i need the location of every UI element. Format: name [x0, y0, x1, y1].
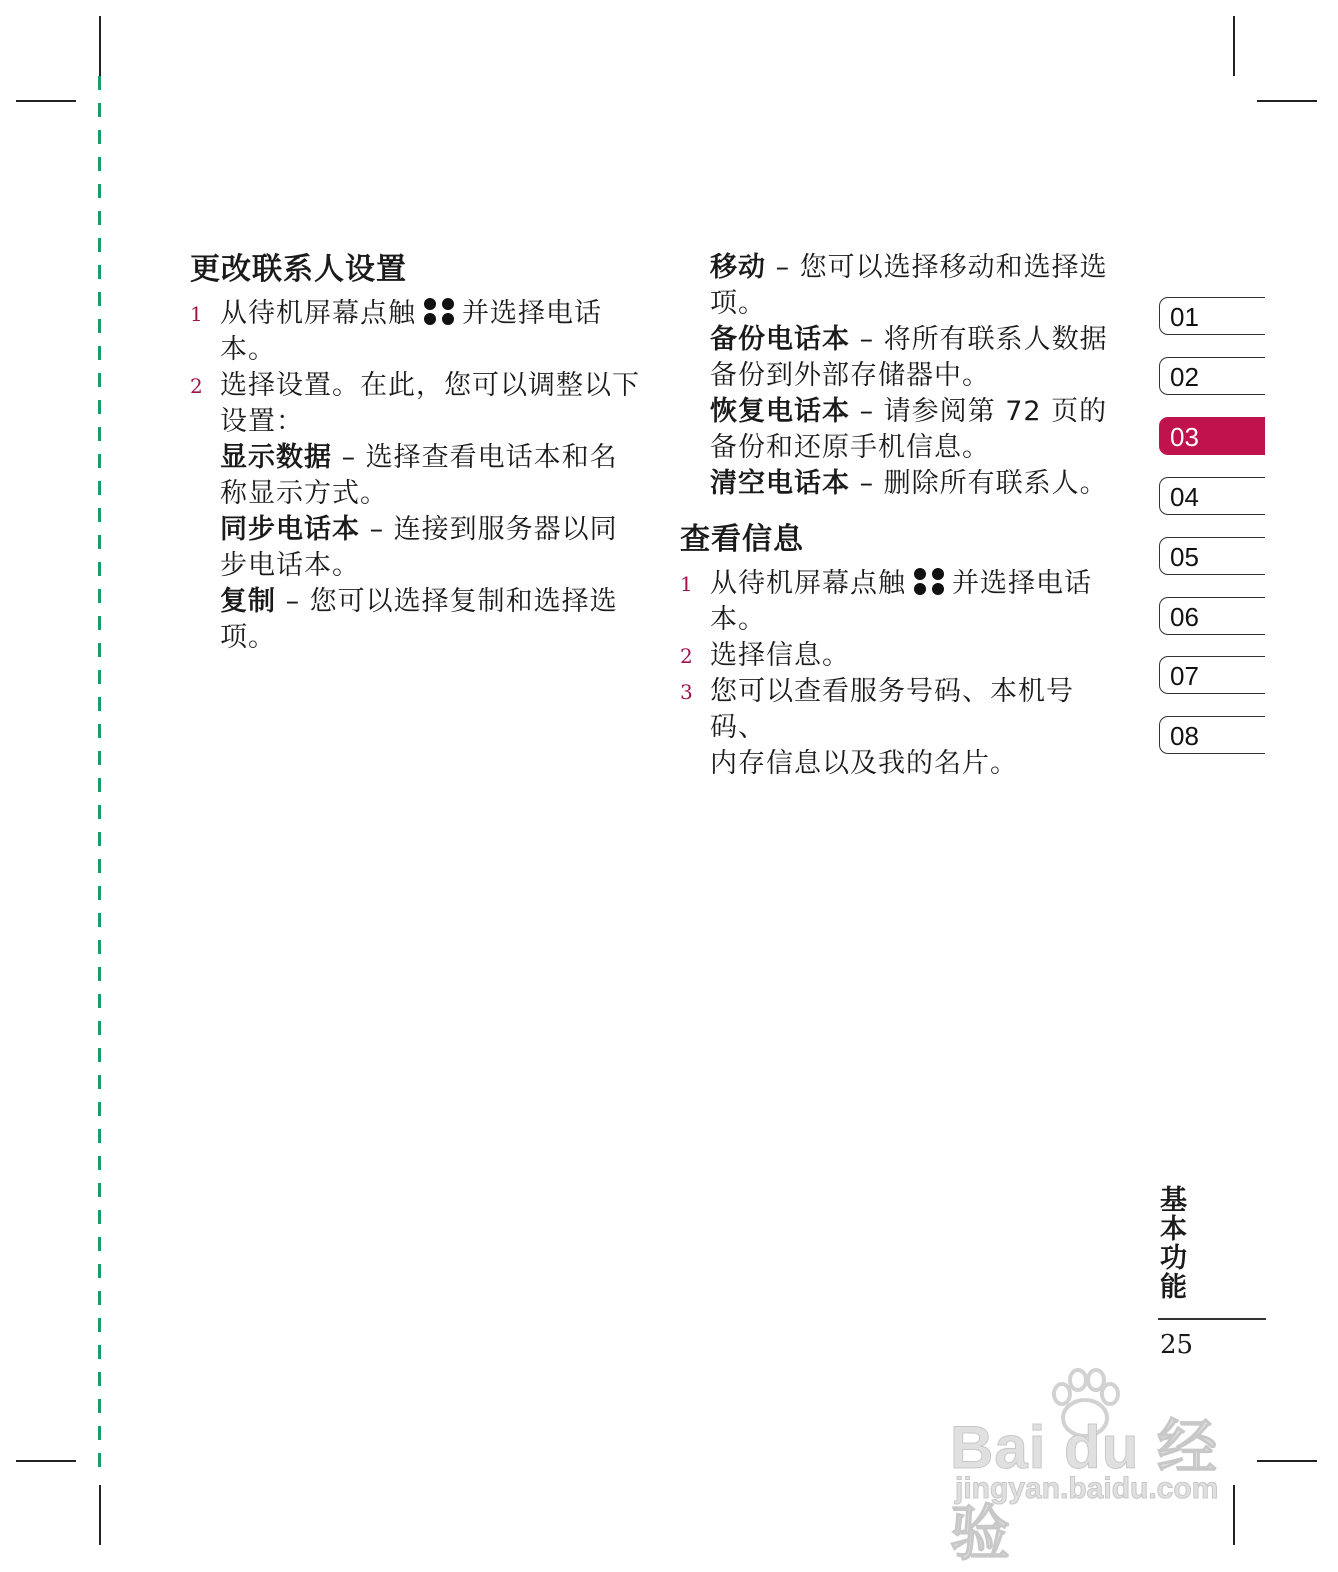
option-move: [680, 250, 1125, 322]
chapter-tab-02[interactable]: 02: [1159, 357, 1265, 395]
option-backup: [680, 322, 1125, 394]
binding-dashed-line: [98, 76, 101, 1476]
page-number: 25: [1160, 1330, 1194, 1360]
option-term: 同步电话本: [220, 514, 360, 545]
option-desc: 备份和还原手机信息。: [710, 432, 990, 463]
chapter-tab-04[interactable]: 04: [1159, 477, 1265, 515]
step-3: [680, 674, 1125, 782]
chapter-tab-06[interactable]: 06: [1159, 597, 1265, 635]
step-text: 您可以查看服务号码、本机号码、: [710, 676, 1074, 743]
step-text: 并选择电话: [952, 568, 1092, 599]
menu-grid-icon: [912, 566, 946, 596]
watermark-brand: Bai du 经验: [950, 1414, 1219, 1567]
option-desc: 项。: [710, 288, 766, 319]
option-clear: [680, 466, 1125, 502]
option-desc: – 选择查看电话本和名: [332, 442, 618, 473]
step-number: 1: [680, 572, 694, 596]
step-text: 选择设置。在此，您可以调整以下: [220, 370, 640, 401]
option-term: 清空电话本: [710, 468, 850, 499]
chapter-tab-07[interactable]: 07: [1159, 656, 1265, 694]
chapter-tab-03[interactable]: 03: [1159, 417, 1265, 455]
option-desc: 步电话本。: [220, 550, 360, 581]
option-term: 移动: [710, 252, 766, 283]
option-term: 复制: [220, 586, 276, 617]
crop-mark: [99, 1485, 101, 1545]
option-term: 显示数据: [220, 442, 332, 473]
step-1: [190, 296, 650, 368]
option-copy: [190, 584, 650, 656]
section-heading-view-info: 查看信息: [680, 522, 804, 557]
option-desc: 称显示方式。: [220, 478, 388, 509]
option-term: 备份电话本: [710, 324, 850, 355]
option-desc: 备份到外部存储器中。: [710, 360, 990, 391]
chapter-tab-01[interactable]: 01: [1159, 297, 1265, 335]
option-desc: – 连接到服务器以同: [360, 514, 618, 545]
option-desc: 项。: [220, 622, 276, 653]
option-term: 恢复电话本: [710, 396, 850, 427]
crop-mark: [1257, 100, 1317, 102]
step-text: 本。: [220, 334, 276, 365]
option-desc: – 您可以选择复制和选择选: [276, 586, 618, 617]
step-number: 1: [190, 302, 204, 326]
crop-mark: [16, 100, 76, 102]
option-sync-phonebook: [190, 512, 650, 584]
chapter-tab-08[interactable]: 08: [1159, 716, 1265, 754]
crop-mark: [99, 16, 101, 76]
chapter-tab-05[interactable]: 05: [1159, 537, 1265, 575]
crop-mark: [16, 1460, 76, 1462]
step-text: 选择信息。: [710, 640, 850, 671]
left-column: [190, 250, 650, 656]
option-desc: – 将所有联系人数据: [850, 324, 1108, 355]
section-label: 基本功能: [1155, 1185, 1186, 1301]
step-text: 从待机屏幕点触: [710, 568, 906, 599]
step-2: [190, 368, 650, 440]
option-desc: – 请参阅第 72 页的: [850, 396, 1108, 427]
section-heading-contacts-settings: 更改联系人设置: [190, 252, 407, 287]
step-text: 设置：: [220, 406, 304, 437]
watermark: [940, 1360, 1260, 1567]
crop-mark: [1233, 16, 1235, 76]
menu-grid-icon: [422, 296, 456, 326]
step-text: 内存信息以及我的名片。: [710, 748, 1018, 779]
watermark-url: jingyan.baidu.com: [955, 1472, 1219, 1505]
step-text: 从待机屏幕点触: [220, 298, 416, 329]
option-restore: [680, 394, 1125, 466]
option-desc: – 删除所有联系人。: [850, 468, 1108, 499]
step-number: 2: [190, 374, 204, 398]
step-text: 本。: [710, 604, 766, 635]
page-number-rule: [1158, 1318, 1266, 1320]
option-desc: – 您可以选择移动和选择选: [766, 252, 1108, 283]
step-text: 并选择电话: [462, 298, 602, 329]
step-1: [680, 566, 1125, 638]
step-number: 3: [680, 680, 694, 704]
crop-mark: [1257, 1460, 1317, 1462]
step-number: 2: [680, 644, 694, 668]
right-column: [680, 250, 1125, 782]
step-2: [680, 638, 1125, 674]
option-display-data: [190, 440, 650, 512]
